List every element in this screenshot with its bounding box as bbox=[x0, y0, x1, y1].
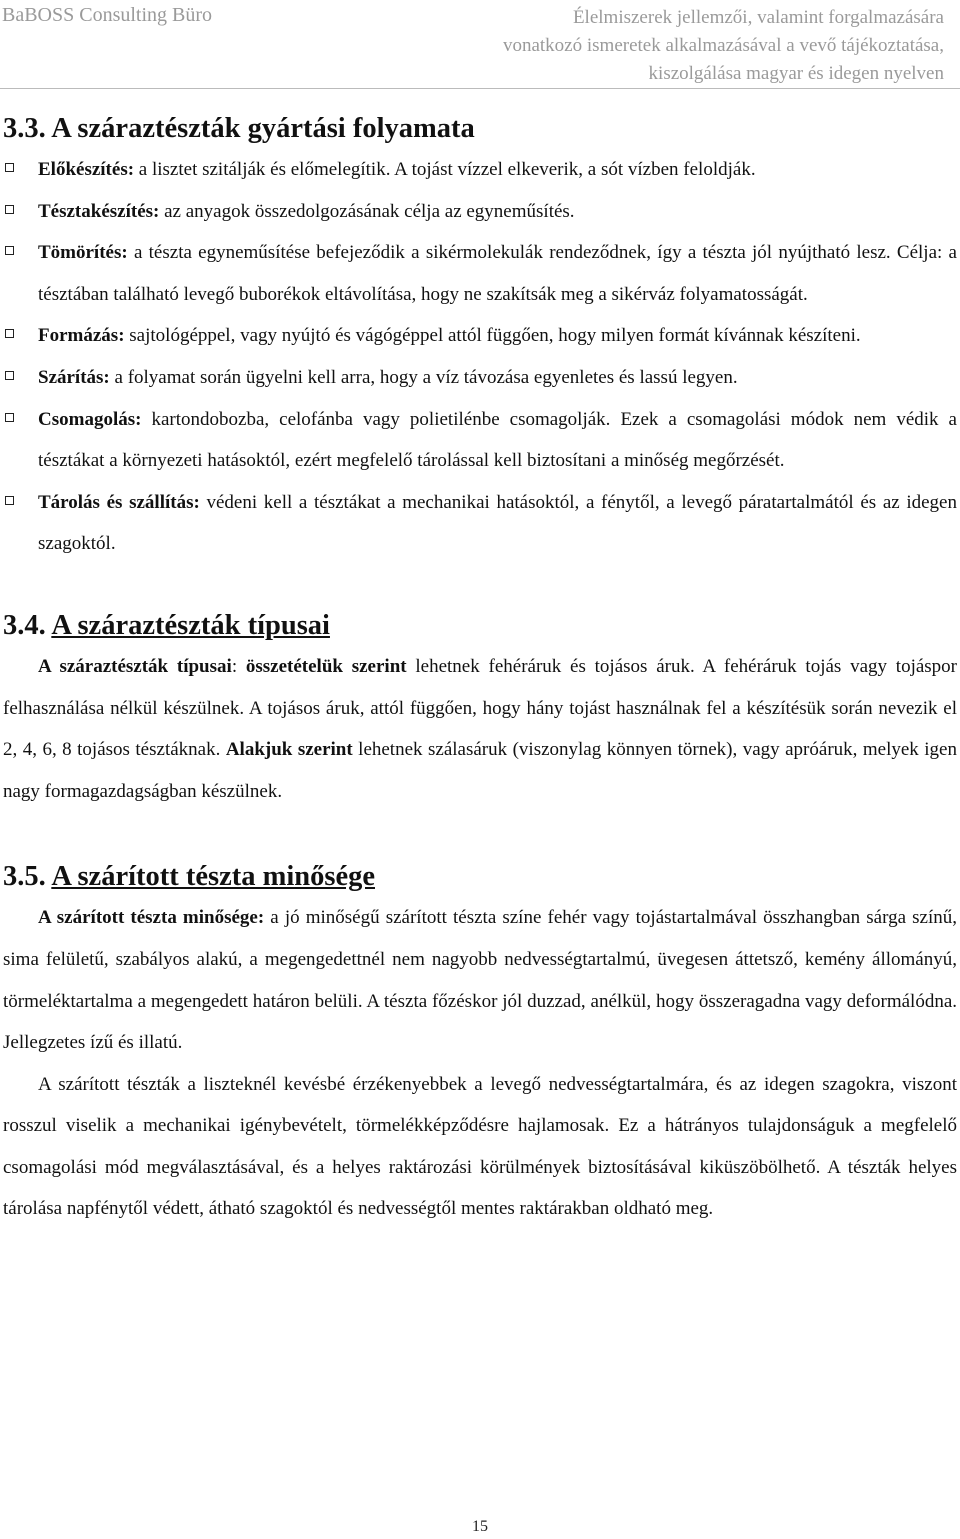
section-3-4-title bbox=[3, 605, 957, 646]
section-title-text: A szárított tészta minősége bbox=[51, 861, 375, 893]
section-title-text: A száraztészták típusai bbox=[51, 609, 330, 641]
list-item bbox=[3, 482, 957, 565]
item-label: Formázás: bbox=[38, 325, 125, 347]
text-span: lehetnek szálasáruk (viszonylag könnyen törnek), vagy apróáruk, melyek igen nagy formagazdagságban készülnek. bbox=[3, 739, 957, 802]
bold-term: A szárított tészta minősége: bbox=[38, 907, 265, 929]
section-3-5-paragraph-2: A szárított tészták a liszteknél kevésbé érzékenyebbek a levegő nedvességtartalmára, és az idegen szagokra, viszont rosszul viselik a mechanikai igénybevételt, törmelékképződésre hajlamosak. Ez a hátrányos tulajdonságuk a megfelelő csomagolási mód megválasztásával, és a helyes raktározási körülmények biztosításával kiküszöbölhető. A tészták helyes tárolása napfénytől védett, átható szagoktól és nedvességtől mentes raktárakban oldható meg. bbox=[3, 1073, 957, 1220]
header-title-line-3: kiszolgálása magyar és idegen nyelven bbox=[648, 63, 944, 84]
checkbox-bullet-icon bbox=[5, 413, 14, 422]
checkbox-bullet-icon bbox=[5, 163, 14, 172]
list-item bbox=[3, 232, 957, 315]
header-title-line-1: Élelmiszerek jellemzői, valamint forgalmazására bbox=[572, 7, 944, 28]
item-text: védeni kell a tésztákat a mechanikai hatásoktól, a fénytől, a levegő páratartalmától és az idegen szagoktól. bbox=[38, 491, 957, 555]
text-span: lehetnek fehéráruk és tojásos áruk. A fehéráruk tojás vagy tojáspor felhasználása nélkül készülnek. A tojásos áruk, attól függően, hogy hány tojást használnak fel a készítésük során nevezik el 2, 4, 6, 8 tojásos tésztáknak. bbox=[3, 655, 957, 761]
checkbox-bullet-icon bbox=[5, 496, 14, 505]
checkbox-bullet-icon bbox=[5, 246, 14, 255]
page-number: 15 bbox=[472, 1518, 488, 1535]
list-item bbox=[3, 149, 957, 191]
section-3-5-paragraph-1 bbox=[3, 897, 957, 1063]
page-header bbox=[0, 0, 960, 86]
list-item bbox=[3, 191, 957, 233]
header-company-name: BaBOSS Consulting Büro bbox=[2, 4, 213, 26]
bold-term: A száraztészták típusai bbox=[38, 655, 232, 677]
list-item bbox=[3, 357, 957, 399]
list-item bbox=[3, 315, 957, 357]
item-text: a folyamat során ügyelni kell arra, hogy a víz távozása egyenletes és lassú legyen. bbox=[109, 366, 738, 388]
checkbox-bullet-icon bbox=[5, 371, 14, 380]
item-text: az anyagok összedolgozásának célja az egyneműsítés. bbox=[159, 200, 575, 222]
section-3-5-title bbox=[3, 856, 957, 897]
header-title-line-2: vonatkozó ismeretek alkalmazásával a vevő tájékoztatása, bbox=[502, 35, 944, 56]
item-text: a tészta egyneműsítése befejeződik a sikérmolekulák rendeződnek, így a tészta jól nyújtható lesz. Célja: a tésztában található levegő buborékok eltávolítása, hogy ne szakítsák meg a sikérváz folyamatosságát. bbox=[38, 242, 957, 305]
item-text: kartondobozba, celofánba vagy polietilénbe csomagolják. Ezek a csomagolási módok nem védik a tésztákat a környezeti hatásoktól, ezért megfelelő tárolással kell biztosítani a minőség megőrzését. bbox=[38, 408, 957, 472]
section-3-4-paragraph bbox=[3, 646, 957, 812]
checkbox-bullet-icon bbox=[5, 329, 14, 338]
section-number: 3.4. bbox=[3, 609, 52, 641]
item-label: Tömörítés: bbox=[38, 242, 128, 264]
bold-term: Alakjuk szerint bbox=[225, 739, 353, 761]
page-content bbox=[3, 108, 957, 1230]
item-label: Tárolás és szállítás: bbox=[38, 491, 200, 513]
item-text: sajtológéppel, vagy nyújtó és vágógéppel attól függően, hogy milyen formát kívánnak készíteni. bbox=[124, 325, 861, 347]
header-divider bbox=[0, 88, 960, 89]
bold-term: összetételük szerint bbox=[245, 655, 407, 677]
production-steps-list bbox=[3, 149, 957, 565]
section-number: 3.5. bbox=[3, 861, 52, 893]
item-label: Csomagolás: bbox=[38, 408, 142, 430]
item-text: a lisztet szitálják és előmelegítik. A tojást vízzel elkeverik, a sót vízben feloldják. bbox=[134, 159, 756, 180]
list-item bbox=[3, 399, 957, 482]
section-spacer bbox=[3, 565, 957, 605]
item-label: Előkészítés: bbox=[38, 159, 135, 180]
text-span: a jó minőségű szárított tészta színe fehér vagy tojástartalmával összhangban sárga színű, sima felületű, szabályos alakú, a megengedettnél nem nagyobb nedvességtartalmú, üvegesen áttetsző, kemény állományú, törmeléktartalma a megengedett határon belüli. A tészta főzéskor jól duzzad, anélkül, hogy összeragadna vagy deformálódna. Jellegzetes ízű és illatú. bbox=[3, 907, 957, 1054]
item-label: Szárítás: bbox=[38, 366, 110, 388]
header-document-title bbox=[503, 4, 944, 88]
checkbox-bullet-icon bbox=[5, 205, 14, 214]
text-span: : bbox=[231, 655, 246, 677]
section-spacer bbox=[3, 812, 957, 856]
section-3-3-title: 3.3. A száraztészták gyártási folyamata bbox=[3, 113, 475, 144]
item-label: Tésztakészítés: bbox=[38, 200, 160, 222]
